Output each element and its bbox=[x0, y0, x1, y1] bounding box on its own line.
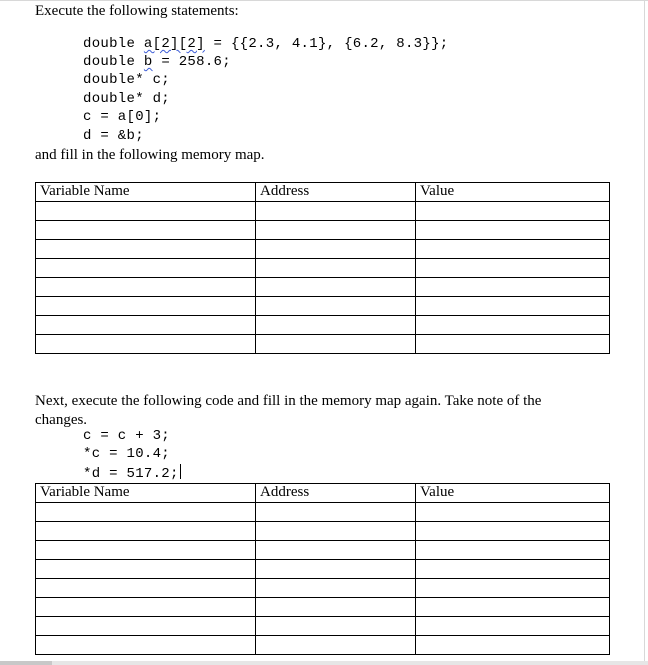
column-header: Address bbox=[256, 183, 416, 202]
empty-cell[interactable] bbox=[36, 202, 256, 221]
empty-cell[interactable] bbox=[36, 617, 256, 636]
table-row bbox=[36, 316, 610, 335]
table-row bbox=[36, 560, 610, 579]
column-header: Variable Name bbox=[36, 484, 256, 503]
code-line: double* c; bbox=[83, 72, 171, 88]
empty-cell[interactable] bbox=[256, 259, 416, 278]
code-line: d = &b; bbox=[83, 128, 144, 144]
empty-cell[interactable] bbox=[416, 278, 610, 297]
empty-cell[interactable] bbox=[416, 335, 610, 354]
empty-cell[interactable] bbox=[256, 636, 416, 655]
empty-cell[interactable] bbox=[256, 598, 416, 617]
text-cursor bbox=[180, 464, 181, 479]
empty-cell[interactable] bbox=[416, 598, 610, 617]
empty-cell[interactable] bbox=[416, 240, 610, 259]
empty-cell[interactable] bbox=[416, 316, 610, 335]
empty-cell[interactable] bbox=[36, 598, 256, 617]
table-row bbox=[36, 335, 610, 354]
code-line: *c = 10.4; bbox=[83, 446, 171, 462]
table-row bbox=[36, 598, 610, 617]
fill-in-text: and fill in the following memory map. bbox=[35, 147, 265, 163]
column-header: Value bbox=[416, 183, 610, 202]
empty-cell[interactable] bbox=[256, 579, 416, 598]
table-row bbox=[36, 221, 610, 240]
empty-cell[interactable] bbox=[36, 278, 256, 297]
empty-cell[interactable] bbox=[36, 221, 256, 240]
empty-cell[interactable] bbox=[256, 297, 416, 316]
column-header: Variable Name bbox=[36, 183, 256, 202]
empty-cell[interactable] bbox=[416, 636, 610, 655]
column-header: Address bbox=[256, 484, 416, 503]
empty-cell[interactable] bbox=[416, 259, 610, 278]
empty-cell[interactable] bbox=[256, 316, 416, 335]
table-row bbox=[36, 636, 610, 655]
horizontal-scrollbar[interactable] bbox=[0, 661, 648, 665]
empty-cell[interactable] bbox=[36, 503, 256, 522]
empty-cell[interactable] bbox=[416, 617, 610, 636]
empty-cell[interactable] bbox=[416, 560, 610, 579]
empty-cell[interactable] bbox=[256, 522, 416, 541]
empty-cell[interactable] bbox=[256, 560, 416, 579]
empty-cell[interactable] bbox=[256, 541, 416, 560]
empty-cell[interactable] bbox=[36, 560, 256, 579]
next-text-line-1: Next, execute the following code and fill in the memory map again. Take note of the bbox=[35, 393, 542, 409]
empty-cell[interactable] bbox=[36, 316, 256, 335]
empty-cell[interactable] bbox=[416, 541, 610, 560]
empty-cell[interactable] bbox=[416, 503, 610, 522]
scrollbar-thumb[interactable] bbox=[0, 661, 52, 665]
empty-cell[interactable] bbox=[256, 221, 416, 240]
table-row bbox=[36, 522, 610, 541]
spellcheck-underline: a[2][2] bbox=[143, 36, 205, 52]
empty-cell[interactable] bbox=[256, 278, 416, 297]
code-line: *d = 517.2; bbox=[83, 466, 179, 482]
table-row bbox=[36, 541, 610, 560]
column-header: Value bbox=[416, 484, 610, 503]
empty-cell[interactable] bbox=[36, 522, 256, 541]
memory-map-table-2 bbox=[35, 483, 610, 655]
empty-cell[interactable] bbox=[36, 240, 256, 259]
empty-cell[interactable] bbox=[256, 202, 416, 221]
next-text-line-2: changes. bbox=[35, 412, 88, 428]
table-row bbox=[36, 579, 610, 598]
empty-cell[interactable] bbox=[416, 202, 610, 221]
empty-cell[interactable] bbox=[36, 297, 256, 316]
code-line: double a[2][2] = {{2.3, 4.1}, {6.2, 8.3}}; bbox=[83, 36, 449, 52]
table-row bbox=[36, 617, 610, 636]
empty-cell[interactable] bbox=[36, 541, 256, 560]
empty-cell[interactable] bbox=[256, 503, 416, 522]
table-row bbox=[36, 278, 610, 297]
table-row bbox=[36, 202, 610, 221]
empty-cell[interactable] bbox=[416, 522, 610, 541]
code-line: double b = 258.6; bbox=[83, 54, 231, 70]
empty-cell[interactable] bbox=[36, 335, 256, 354]
table-header-row bbox=[36, 183, 610, 202]
empty-cell[interactable] bbox=[36, 636, 256, 655]
empty-cell[interactable] bbox=[256, 240, 416, 259]
empty-cell[interactable] bbox=[256, 617, 416, 636]
table-row bbox=[36, 503, 610, 522]
code-line: double* d; bbox=[83, 91, 171, 107]
empty-cell[interactable] bbox=[416, 297, 610, 316]
empty-cell[interactable] bbox=[256, 335, 416, 354]
spellcheck-underline: b bbox=[143, 54, 153, 70]
page-right-edge bbox=[644, 0, 645, 665]
memory-map-table-1 bbox=[35, 182, 610, 354]
code-line: c = a[0]; bbox=[83, 109, 162, 125]
empty-cell[interactable] bbox=[36, 259, 256, 278]
code-line: c = c + 3; bbox=[83, 428, 171, 444]
table-row bbox=[36, 297, 610, 316]
empty-cell[interactable] bbox=[36, 579, 256, 598]
page-top-edge bbox=[0, 0, 648, 1]
table-header-row bbox=[36, 484, 610, 503]
intro-text: Execute the following statements: bbox=[35, 3, 239, 19]
empty-cell[interactable] bbox=[416, 579, 610, 598]
empty-cell[interactable] bbox=[416, 221, 610, 240]
table-row bbox=[36, 240, 610, 259]
table-row bbox=[36, 259, 610, 278]
